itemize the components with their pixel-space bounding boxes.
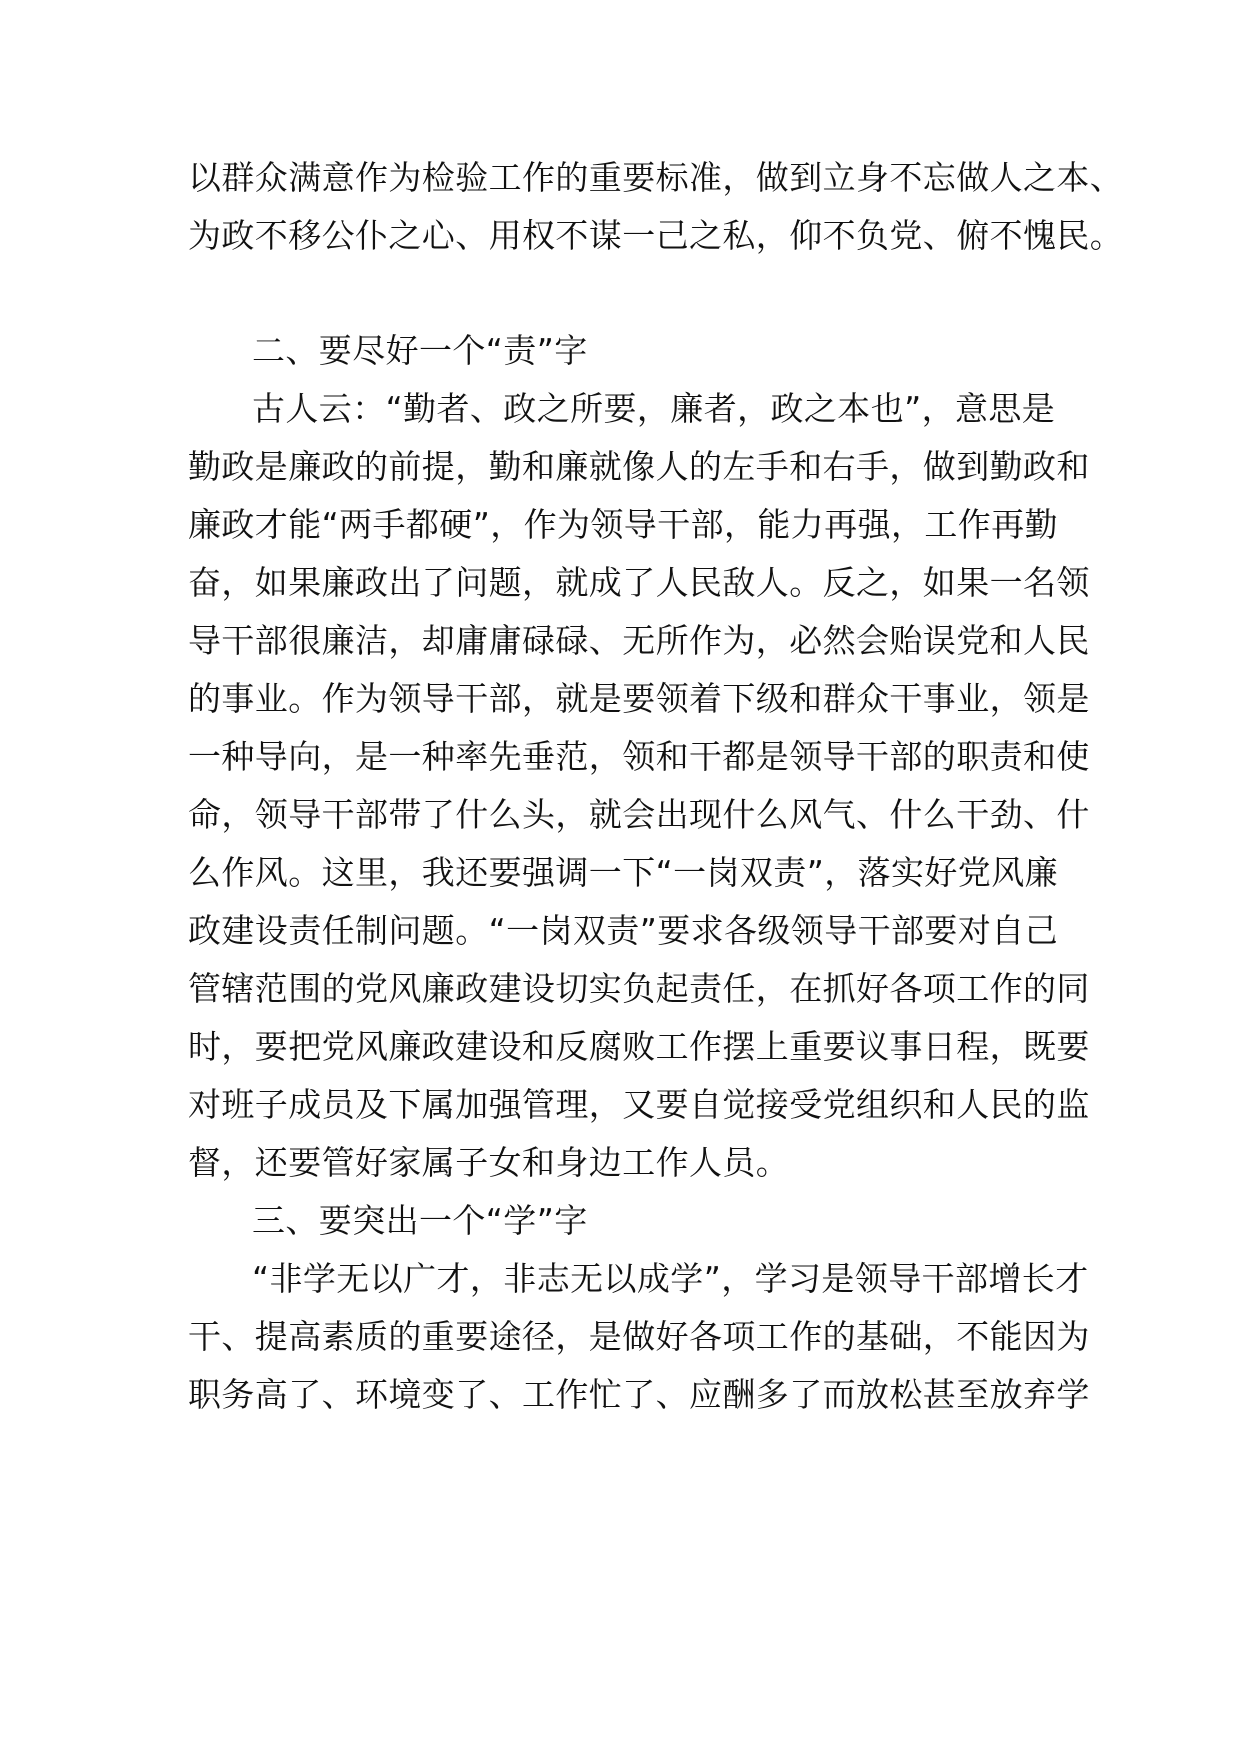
paragraph-line: 督，还要管好家属子女和身边工作人员。	[188, 1143, 790, 1182]
section-heading: 二、要尽好一个“责”字	[252, 331, 588, 370]
paragraph-line: 廉政才能“两手都硬”，作为领导干部，能力再强，工作再勤	[188, 505, 1058, 544]
paragraph-line: 时，要把党风廉政建设和反腐败工作摆上重要议事日程，既要	[188, 1027, 1090, 1066]
paragraph-line: 的事业。作为领导干部，就是要领着下级和群众干事业，领是	[188, 679, 1090, 718]
paragraph-line: 勤政是廉政的前提，勤和廉就像人的左手和右手，做到勤政和	[188, 447, 1090, 486]
paragraph-line: 奋，如果廉政出了问题，就成了人民敌人。反之，如果一名领	[188, 563, 1090, 602]
paragraph-line: 以群众满意作为检验工作的重要标准，做到立身不忘做人之本、	[188, 158, 1124, 197]
paragraph-line: 干、提高素质的重要途径，是做好各项工作的基础，不能因为	[188, 1317, 1090, 1356]
paragraph-line: “非学无以广才，非志无以成学”，学习是领导干部增长才	[252, 1259, 1089, 1298]
paragraph-line: 导干部很廉洁，却庸庸碌碌、无所作为，必然会贻误党和人民	[188, 621, 1090, 660]
paragraph-line: 一种导向，是一种率先垂范，领和干都是领导干部的职责和使	[188, 737, 1090, 776]
paragraph-line: 管辖范围的党风廉政建设切实负起责任，在抓好各项工作的同	[188, 969, 1090, 1008]
paragraph-line: 对班子成员及下属加强管理，又要自觉接受党组织和人民的监	[188, 1085, 1090, 1124]
paragraph-line: 政建设责任制问题。“一岗双责”要求各级领导干部要对自己	[188, 911, 1058, 950]
section-heading: 三、要突出一个“学”字	[252, 1201, 588, 1240]
paragraph-line: 为政不移公仆之心、用权不谋一己之私，仰不负党、俯不愧民。	[188, 216, 1124, 255]
paragraph-line: 么作风。这里，我还要强调一下“一岗双责”，落实好党风廉	[188, 853, 1058, 892]
paragraph-line: 命，领导干部带了什么头，就会出现什么风气、什么干劲、什	[188, 795, 1090, 834]
paragraph-line: 职务高了、环境变了、工作忙了、应酬多了而放松甚至放弃学	[188, 1375, 1090, 1414]
paragraph-line: 古人云：“勤者、政之所要，廉者，政之本也”，意思是	[252, 389, 1056, 428]
